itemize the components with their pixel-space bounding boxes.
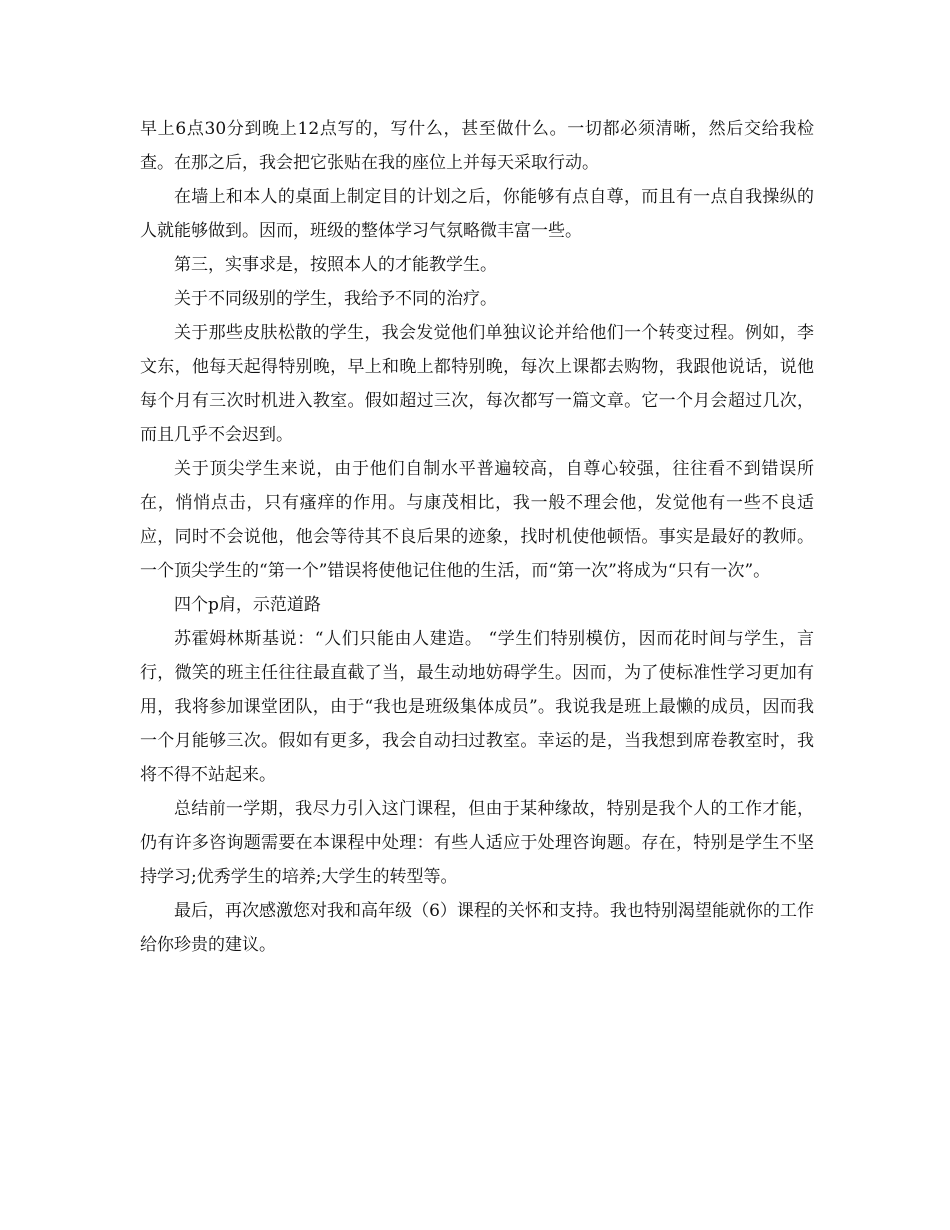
paragraph-summary: 总结前一学期，我尽力引入这门课程，但由于某种缘故，特别是我个人的工作才能，仍有许多咨询题需要在本课程中处理：有些人适应于处理咨询题。存在，特别是学生不坚持学习;优秀学生的培养;大学生的转型等。 [140,799,814,887]
paragraph-different-levels: 关于不同级别的学生，我给予不同的治疗。 [174,289,497,309]
paragraph-sukhomlinsky: 苏霍姆林斯基说：“人们只能由人建造。 “学生们特别模仿，因而花时间与学生，言行，微笑的班主任往往最直截了当，最生动地妨碍学生。因而，为了使标准性学习更加有用，我将参加课堂团队，由于“我也是班级集体成员”。我说我是班上最懒的成员，因而我一个月能够三次。假如有更多，我会自动扫过教室。幸运的是，当我想到席卷教室时，我将不得不站起来。 [140,629,814,785]
paragraph-point-four: 四个p肩，示范道路 [174,595,321,615]
paragraph-self-esteem: 在墙上和本人的桌面上制定目的计划之后，你能够有点自尊，而且有一点自我操纵的人就能够做到。因而，班级的整体学习气氛略微丰富一些。 [140,187,814,241]
paragraph-point-three: 第三，实事求是，按照本人的才能教学生。 [174,255,497,275]
paragraph-top-students: 关于顶尖学生来说，由于他们自制水平普遍较高，自尊心较强，往往看不到错误所在，悄悄点击，只有瘙痒的作用。与康茂相比，我一般不理会他，发觉他有一些不良适应，同时不会说他，他会等待其不良后果的迹象，找时机使他顿悟。事实是最好的教师。一个顶尖学生的“第一个”错误将使他记住他的生活，而“第一次”将成为“只有一次”。 [140,459,814,581]
paragraph-closing: 最后，再次感激您对我和高年级（6）课程的关怀和支持。我也特别渴望能就你的工作给你珍贵的建议。 [140,901,814,955]
document-page [140,112,814,962]
paragraph-continued: 早上6点30分到晚上12点写的，写什么，甚至做什么。一切都必须清晰，然后交给我检查。在那之后，我会把它张贴在我的座位上并每天采取行动。 [140,119,814,173]
paragraph-loose-students: 关于那些皮肤松散的学生，我会发觉他们单独议论并给他们一个转变过程。例如，李文东，他每天起得特别晚，早上和晚上都特别晚，每次上课都去购物，我跟他说话，说他每个月有三次时机进入教室。假如超过三次，每次都写一篇文章。它一个月会超过几次，而且几乎不会迟到。 [140,323,814,445]
